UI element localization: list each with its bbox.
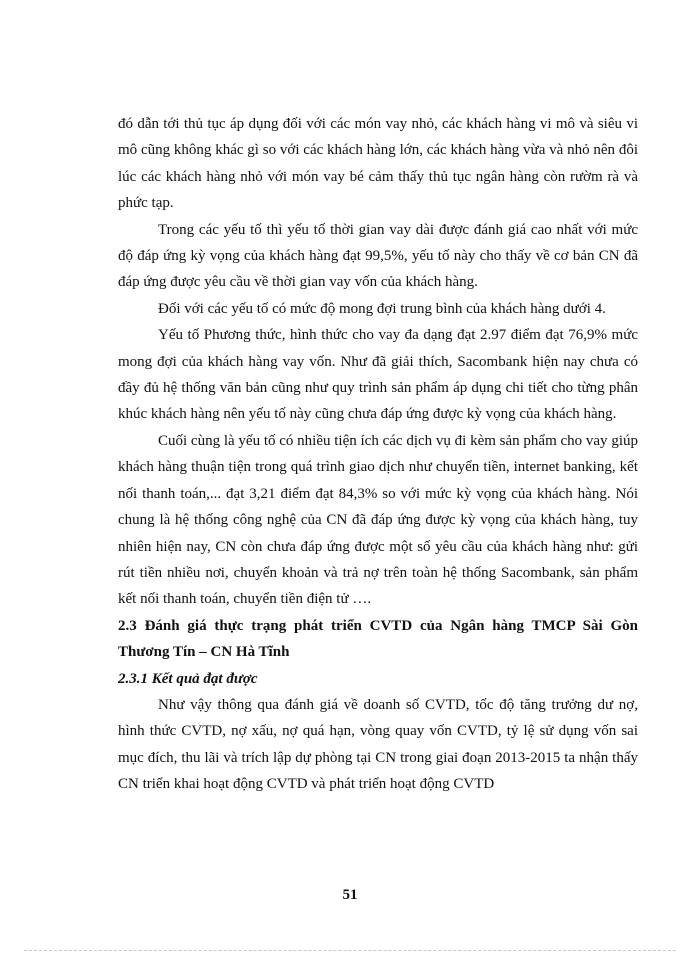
page-body bbox=[118, 111, 638, 798]
paragraph-loan-methods: Yếu tố Phương thức, hình thức cho vay đa dạng đạt 2.97 điểm đạt 76,9% mức mong đợi của khách hàng vay vốn. Như đã giải thích, Sacombank hiện nay chưa có đầy đủ hệ thống văn bản cũng như quy trình sản phẩm áp dụng chi tiết cho từng phân khúc khách hàng nên yếu tố này cũng chưa đáp ứng được kỳ vọng của khách hàng. bbox=[118, 327, 638, 423]
section-heading: 2.3 Đánh giá thực trạng phát triển CVTD của Ngân hàng TMCP Sài Gòn Thương Tín – CN Hà Tĩnh bbox=[118, 617, 638, 661]
paragraph-results: Như vậy thông qua đánh giá về doanh số CVTD, tốc độ tăng trưởng dư nợ, hình thức CVTD, nợ xấu, nợ quá hạn, vòng quay vốn CVTD, tỷ lệ sử dụng vốn sai mục đích, thu lãi và trích lập dự phòng tại CN trong giai đoạn 2013-2015 ta nhận thấy CN triển khai hoạt động CVTD và phát triển hoạt động CVTD bbox=[118, 696, 638, 793]
page-number: 51 bbox=[342, 887, 358, 903]
subsection-heading: 2.3.1 Kết quả đạt được bbox=[118, 670, 258, 687]
paragraph-loan-duration: Trong các yếu tố thì yếu tố thời gian vay dài được đánh giá cao nhất với mức độ đáp ứng kỳ vọng của khách hàng đạt 99,5%, yếu tố này cho thấy về cơ bản CN đã đáp ứng được yêu cầu về thời gian vay vốn của khách hàng. bbox=[118, 221, 638, 291]
paragraph-utilities: Cuối cùng là yếu tố có nhiều tiện ích các dịch vụ đi kèm sản phẩm cho vay giúp khách hàng thuận tiện trong quá trình giao dịch như chuyển tiền, internet banking, kết nối thanh toán,... đạt 3,21 điểm đạt 84,3% so với mức kỳ vọng của khách hàng. Nói chung là hệ thống công nghệ của CN đã đáp ứng được kỳ vọng của khách hàng, tuy nhiên hiện nay, CN còn chưa đáp ứng được một số yêu cầu của khách hàng như: gửi rút tiền nhiều nơi, chuyển khoản và trả nợ trên toàn hệ thống Sacombank, sản phẩm kết nối thanh toán, chuyển tiền điện tử …. bbox=[118, 432, 638, 608]
paragraph-below-average: Đối với các yếu tố có mức độ mong đợi trung bình của khách hàng dưới 4. bbox=[158, 300, 606, 317]
page-bottom-divider bbox=[24, 950, 676, 951]
paragraph-continuation: đó dẫn tới thủ tục áp dụng đối với các món vay nhỏ, các khách hàng vi mô và siêu vi mô cũng không khác gì so với các khách hàng lớn, các khách hàng vừa và nhỏ nên đôi lúc các khách hàng nhỏ với món vay bé cảm thấy thủ tục ngân hàng còn rườm rà và phức tạp. bbox=[118, 116, 638, 212]
